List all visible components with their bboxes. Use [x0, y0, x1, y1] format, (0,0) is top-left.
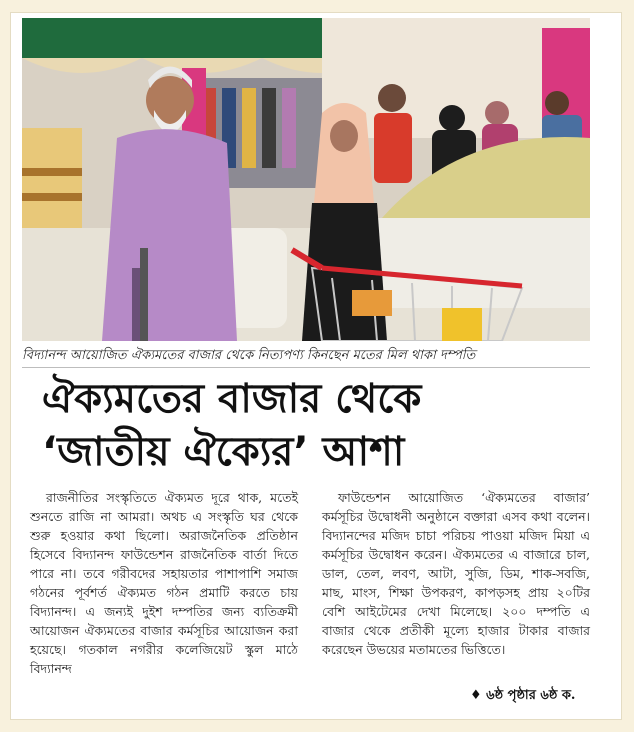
continued-on-page: ♦ ৬ষ্ঠ পৃষ্ঠার ৬ষ্ঠ ক. — [470, 688, 576, 703]
photo-caption: বিদ্যানন্দ আয়োজিত ঐক্যমতের বাজার থেকে নিত্যপণ্য কিনছেন মতের মিল থাকা দম্পতি — [22, 348, 476, 363]
body-column-right — [322, 488, 590, 659]
body-paragraph-left: রাজনীতির সংস্কৃতিতে ঐক্যমত দূরে থাক, মতেই শুনতে রাজি না আমরা। অথচ এ সংস্কৃতি ঘর থেকে শুরু হওয়ার কথা ছিলো। অরাজনৈতিক প্রতিষ্ঠান হিসেবে বিদ্যানন্দ ফাউন্ডেশন রাজনৈতিক বার্তা দিতে পারে না। তবে গরীবদের সহায়তার পাশাপাশি সমাজ গঠনের পূর্বশর্ত ঐক্যমত গঠন প্রমাটি করতে চায় বিদ্যানন্দ। এ জন্যই দুইশ দম্পতির জন্য ব্যতিক্রমী আয়োজন ঐক্যমতের বাজার কর্মসূচির আয়োজন করা হয়েছে। গতকাল নগরীর কলেজিয়েট স্কুল মাঠে বিদ্যানন্দ — [30, 490, 298, 676]
headline-line-1: ঐক্যমতের বাজার থেকে — [42, 376, 422, 422]
caption-divider — [22, 367, 590, 368]
body-paragraph-right: ফাউন্ডেশন আয়োজিত ‘ঐক্যমতের বাজার’ কর্মসূচির উদ্বোধনী অনুষ্ঠানে বক্তারা এসব কথা বলেন। বিদ্যানন্দের মজিদ চাচা পরিচয় পাওয়া মজিদ মিয়া এ কর্মসূচির উদ্বোধন করেন। ঐক্যমতের এ বাজারে চাল, ডাল, তেল, লবণ, আটা, সুজি, ডিম, শাক-সবজি, মাছ, মাংস, শিক্ষা উপকরণ, কাপড়সহ প্রায় ২০টির বেশি আইটেমের দেখা মিলেছে। ২০০ দম্পতি এ বাজার থেকে প্রতীকী মূল্যে হাজার টাকার বাজার করেছেন উভয়ের মতামতের ভিত্তিতে। — [322, 490, 590, 657]
headline-line-2: ‘জাতীয় ঐক্যের’ আশা — [42, 429, 405, 475]
body-column-left — [30, 488, 298, 678]
news-photo — [22, 18, 590, 341]
